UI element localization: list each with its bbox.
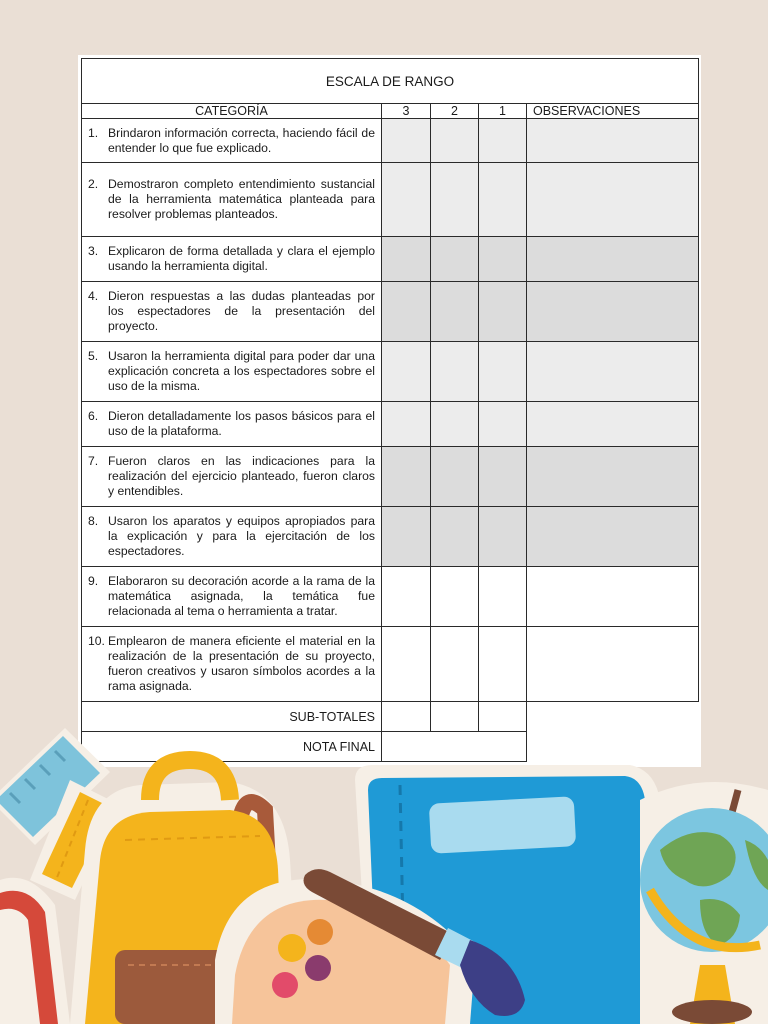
criterion-row bbox=[82, 627, 699, 702]
score-2-cell[interactable] bbox=[431, 567, 479, 627]
score-2-cell[interactable] bbox=[431, 282, 479, 342]
pencil-icon bbox=[30, 780, 120, 900]
score-1-cell[interactable] bbox=[479, 447, 527, 507]
observations-cell[interactable] bbox=[527, 119, 699, 163]
criterion-number: 3. bbox=[88, 244, 99, 258]
final-grade-blank bbox=[527, 732, 699, 762]
score-2-cell[interactable] bbox=[431, 119, 479, 163]
category-header: CATEGORÍA bbox=[82, 104, 382, 119]
criterion-cell bbox=[82, 402, 382, 447]
paint-palette-icon bbox=[215, 869, 525, 1024]
criterion-text: Fueron claros en las indicaciones para la realización del ejercicio planteado, fueron claros y entendibles. bbox=[108, 454, 375, 498]
criteria-body bbox=[82, 119, 699, 702]
criterion-row bbox=[82, 282, 699, 342]
score-2-cell[interactable] bbox=[431, 163, 479, 237]
observations-cell[interactable] bbox=[527, 282, 699, 342]
score-2-header: 2 bbox=[431, 104, 479, 119]
criterion-number: 1. bbox=[88, 125, 99, 140]
criterion-number: 6. bbox=[88, 409, 99, 423]
score-3-cell[interactable] bbox=[382, 342, 431, 402]
criterion-number: 8. bbox=[88, 514, 99, 528]
score-2-cell[interactable] bbox=[431, 507, 479, 567]
criterion-row bbox=[82, 342, 699, 402]
score-2-cell[interactable] bbox=[431, 237, 479, 282]
observations-cell[interactable] bbox=[527, 507, 699, 567]
score-3-cell[interactable] bbox=[382, 567, 431, 627]
criterion-row bbox=[82, 447, 699, 507]
score-1-cell[interactable] bbox=[479, 119, 527, 163]
observations-cell[interactable] bbox=[527, 567, 699, 627]
observations-cell[interactable] bbox=[527, 402, 699, 447]
criterion-cell bbox=[82, 119, 382, 163]
observations-cell[interactable] bbox=[527, 163, 699, 237]
criterion-cell bbox=[82, 447, 382, 507]
notebook-icon bbox=[355, 765, 690, 1024]
rubric-table bbox=[81, 58, 699, 762]
score-1-cell[interactable] bbox=[479, 282, 527, 342]
subtotal-blank bbox=[527, 702, 699, 732]
criterion-text: Usaron la herramienta digital para poder dar una explicación concreta a los espectadores sobre el uso de la misma. bbox=[108, 349, 375, 393]
criterion-cell bbox=[82, 627, 382, 702]
score-3-header: 3 bbox=[382, 104, 431, 119]
score-1-cell[interactable] bbox=[479, 163, 527, 237]
score-1-cell[interactable] bbox=[479, 567, 527, 627]
score-3-cell[interactable] bbox=[382, 282, 431, 342]
observations-header: OBSERVACIONES bbox=[527, 104, 699, 119]
observations-cell[interactable] bbox=[527, 342, 699, 402]
criterion-number: 5. bbox=[88, 349, 99, 363]
score-2-cell[interactable] bbox=[431, 342, 479, 402]
subtotal-cell-1[interactable] bbox=[479, 702, 527, 732]
score-3-cell[interactable] bbox=[382, 627, 431, 702]
criterion-cell bbox=[82, 163, 382, 237]
globe-icon bbox=[640, 782, 768, 1024]
criterion-row bbox=[82, 567, 699, 627]
header-row bbox=[82, 104, 699, 119]
score-2-cell[interactable] bbox=[431, 627, 479, 702]
criterion-cell bbox=[82, 507, 382, 567]
criterion-row bbox=[82, 402, 699, 447]
score-3-cell[interactable] bbox=[382, 237, 431, 282]
criterion-row bbox=[82, 163, 699, 237]
criterion-number: 7. bbox=[88, 454, 99, 468]
criterion-text: Dieron detalladamente los pasos básicos para el uso de la plataforma. bbox=[108, 409, 375, 438]
final-grade-label: NOTA FINAL bbox=[82, 732, 382, 762]
score-3-cell[interactable] bbox=[382, 163, 431, 237]
criterion-text: Brindaron información correcta, haciendo fácil de entender lo que fue explicado. bbox=[108, 125, 375, 155]
subtotal-row bbox=[82, 702, 699, 732]
criterion-text: Demostraron completo entendimiento sustancial de la herramienta matemática planteada para resolver problemas planteados. bbox=[108, 177, 375, 221]
criterion-row bbox=[82, 507, 699, 567]
criterion-text: Usaron los aparatos y equipos apropiados para la explicación y para la ejercitación de los espectadores. bbox=[108, 514, 375, 558]
backpack-icon bbox=[70, 760, 300, 1024]
rubric-title: ESCALA DE RANGO bbox=[82, 59, 699, 104]
criterion-cell bbox=[82, 237, 382, 282]
criterion-number: 9. bbox=[88, 574, 99, 588]
score-1-header: 1 bbox=[479, 104, 527, 119]
score-3-cell[interactable] bbox=[382, 119, 431, 163]
criterion-text: Explicaron de forma detallada y clara el ejemplo usando la herramienta digital. bbox=[108, 244, 375, 273]
score-3-cell[interactable] bbox=[382, 402, 431, 447]
compass-icon bbox=[0, 878, 70, 1024]
criterion-text: Emplearon de manera eficiente el material en la realización de la presentación de su proyecto, fueron creativos y usaron símbolos acordes a la rama asignada. bbox=[108, 634, 375, 693]
criterion-cell bbox=[82, 342, 382, 402]
criterion-text: Elaboraron su decoración acorde a la rama de la matemática asignada, la temática fue relacionada al tema o herramienta a tratar. bbox=[108, 574, 375, 618]
score-1-cell[interactable] bbox=[479, 342, 527, 402]
final-grade-cell[interactable] bbox=[382, 732, 527, 762]
criterion-cell bbox=[82, 567, 382, 627]
subtotal-label: SUB-TOTALES bbox=[82, 702, 382, 732]
observations-cell[interactable] bbox=[527, 447, 699, 507]
observations-cell[interactable] bbox=[527, 627, 699, 702]
criterion-row bbox=[82, 119, 699, 163]
criterion-text: Dieron respuestas a las dudas planteadas por los espectadores de la presentación del proyecto. bbox=[108, 289, 375, 333]
criterion-number: 2. bbox=[88, 177, 99, 191]
score-3-cell[interactable] bbox=[382, 507, 431, 567]
score-1-cell[interactable] bbox=[479, 627, 527, 702]
criterion-cell bbox=[82, 282, 382, 342]
score-1-cell[interactable] bbox=[479, 402, 527, 447]
score-2-cell[interactable] bbox=[431, 402, 479, 447]
observations-cell[interactable] bbox=[527, 237, 699, 282]
score-1-cell[interactable] bbox=[479, 237, 527, 282]
criterion-number: 10. bbox=[88, 634, 105, 648]
score-2-cell[interactable] bbox=[431, 447, 479, 507]
final-grade-row bbox=[82, 732, 699, 762]
score-1-cell[interactable] bbox=[479, 507, 527, 567]
rubric-sheet bbox=[78, 55, 701, 767]
criterion-row bbox=[82, 237, 699, 282]
score-3-cell[interactable] bbox=[382, 447, 431, 507]
subtotal-cell-3[interactable] bbox=[382, 702, 431, 732]
criterion-number: 4. bbox=[88, 289, 99, 303]
subtotal-cell-2[interactable] bbox=[431, 702, 479, 732]
